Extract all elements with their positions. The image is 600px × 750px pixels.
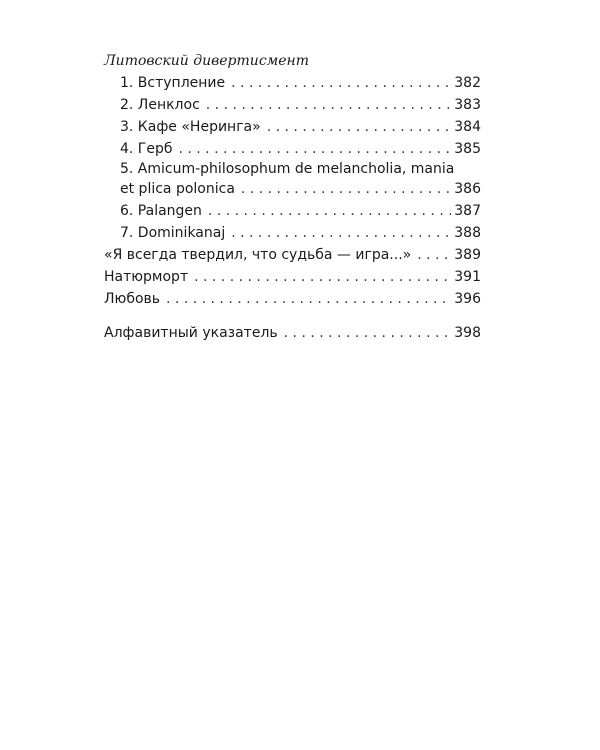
- entry-title: Натюрморт: [104, 269, 189, 285]
- table-of-contents: [104, 50, 481, 344]
- dot-leader: [231, 72, 451, 94]
- dot-leader: [231, 222, 451, 244]
- page-number: 396: [454, 291, 481, 307]
- page-number: 382: [454, 75, 481, 91]
- entry-title-line1: 5. Amicum-philosophum de melancholia, mania: [120, 161, 455, 177]
- dot-leader: [166, 288, 451, 310]
- page-number: 385: [454, 141, 481, 157]
- dot-leader: [178, 138, 451, 160]
- page-number: 391: [454, 269, 481, 285]
- entry-title: 1. Вступление: [120, 75, 226, 91]
- page-number: 389: [454, 247, 481, 263]
- page-number: 383: [454, 97, 481, 113]
- page-number: 386: [454, 181, 481, 197]
- toc-entry-palangen: [104, 200, 481, 222]
- toc-entry-lenklos: [104, 94, 481, 116]
- dot-leader: [194, 266, 451, 288]
- entry-title: 2. Ленклос: [120, 97, 200, 113]
- entry-title: Алфавитный указатель: [104, 325, 278, 341]
- page-number: 388: [454, 225, 481, 241]
- toc-entry-vstuplenie: [104, 72, 481, 94]
- toc-entry-sudba-igra: [104, 244, 481, 266]
- dot-leader: [417, 244, 451, 266]
- entry-title: 3. Кафе «Неринга»: [120, 119, 261, 135]
- entry-title: 6. Palangen: [120, 203, 202, 219]
- page-number: 398: [454, 325, 481, 341]
- dot-leader: [284, 322, 452, 344]
- entry-title: 7. Dominikanaj: [120, 225, 226, 241]
- toc-entry-lyubov: [104, 288, 481, 310]
- toc-entry-dominikanaj: [104, 222, 481, 244]
- dot-leader: [241, 178, 451, 200]
- entry-title-line2: et plica polonica: [120, 181, 235, 197]
- entry-title: 4. Герб: [120, 141, 173, 157]
- entry-title: Любовь: [104, 291, 161, 307]
- section-title: Литовский дивертисмент: [104, 53, 310, 69]
- dot-leader: [206, 94, 451, 116]
- page-number: 384: [454, 119, 481, 135]
- page-number: 387: [454, 203, 481, 219]
- toc-entry-alphabetical-index: [104, 322, 481, 344]
- dot-leader: [208, 200, 451, 222]
- entry-title: «Я всегда твердил, что судьба — игра...»: [104, 247, 412, 263]
- toc-entry-amicum-philosophum: [104, 160, 481, 200]
- dot-leader: [267, 116, 452, 138]
- toc-entry-kafe-neringa: [104, 116, 481, 138]
- toc-entry-natyurmort: [104, 266, 481, 288]
- toc-entry-gerb: [104, 138, 481, 160]
